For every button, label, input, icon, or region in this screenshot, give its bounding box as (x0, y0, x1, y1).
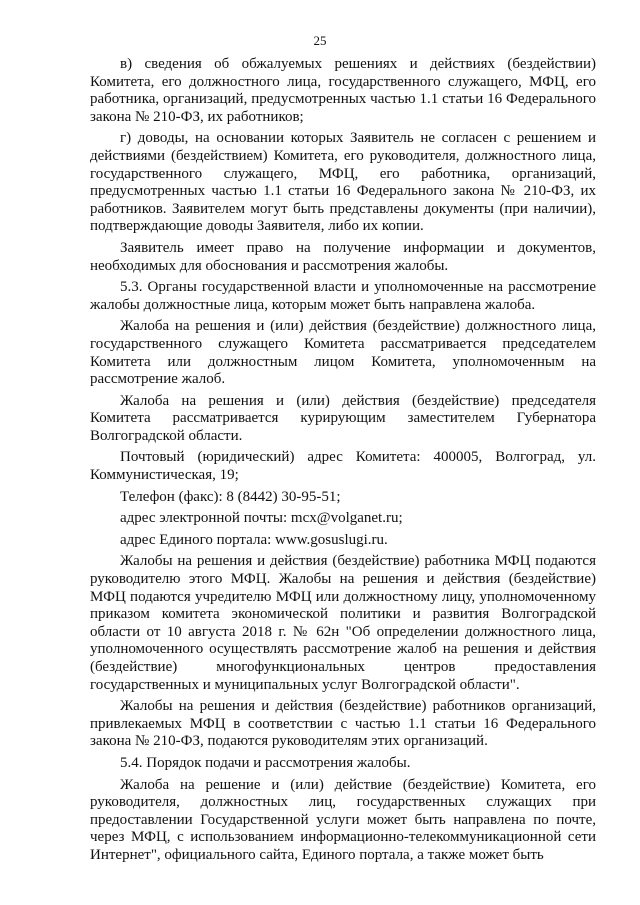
paragraph-committee-officials: Жалоба на решения и (или) действия (бездействие) должностного лица, государственного служащего Комитета рассматривается председателем Комитета или должностным лицом Комитета, уполномоченным на рассмотрение жалоб. (90, 318, 596, 388)
paragraph-complaint-arguments: г) доводы, на основании которых Заявитель не согласен с решением и действиями (бездействием) Комитета, его руководителя, должностного лица, государственного служащего, МФЦ, его работника, организаций, предусмотренных частью 1.1 статьи 16 Федерального закона № 210-ФЗ, их работников. Заявителем могут быть представлены документы (при наличии), подтверждающие доводы Заявителя, либо их копии. (90, 130, 596, 235)
section-heading-5-3: 5.3. Органы государственной власти и уполномоченные на рассмотрение жалобы должностные лица, которым может быть направлена жалоба. (90, 279, 596, 313)
document-body (90, 56, 596, 869)
paragraph-portal-address: адрес Единого портала: www.gosuslugi.ru. (120, 531, 388, 548)
paragraph-complaint-details: в) сведения об обжалуемых решениях и действиях (бездействии) Комитета, его должностного лица, государственного служащего, МФЦ, его работника, организаций, предусмотренных частью 1.1 статьи 16 Федерального закона № 210-ФЗ, их работников; (90, 56, 596, 125)
paragraph-committee-chairman: Жалоба на решения и (или) действия (бездействие) председателя Комитета рассматривается курирующим заместителем Губернатора Волгоградской области. (90, 392, 596, 444)
page-number: 25 (313, 33, 327, 48)
paragraph-postal-address: Почтовый (юридический) адрес Комитета: 400005, Волгоград, ул. Коммунистическая, 19; (90, 449, 596, 484)
paragraph-applicant-rights: Заявитель имеет право на получение информации и документов, необходимых для обоснования и рассмотрения жалобы. (90, 239, 596, 274)
paragraph-phone: Телефон (факс): 8 (8442) 30-95-51; (120, 488, 341, 505)
paragraph-email: адрес электронной почты: mcx@volganet.ru; (120, 510, 403, 527)
paragraph-organizations-complaints: Жалобы на решения и действия (бездействие) работников организаций, привлекаемых МФЦ в соответствии с частью 1.1 статьи 16 Федерального закона № 210-ФЗ, подаются руководителям этих организаций. (90, 698, 596, 750)
paragraph-mfc-complaints: Жалобы на решения и действия (бездействие) работника МФЦ подаются руководителю этого МФЦ. Жалобы на решения и действия (бездействие) МФЦ подаются учредителю МФЦ или должностному лицу, уполномоченному приказом комитета экономической политики и развития Волгоградской области от 10 августа 2018 г. № 62н "Об определении должностного лица, уполномоченного осуществлять рассмотрение жалоб на решения и действия (бездействие) многофункциональных центров предоставления государственных и муниципальных услуг Волгоградской области". (90, 553, 596, 693)
paragraph-submission-channels: Жалоба на решение и (или) действие (бездействие) Комитета, его руководителя, должностных лиц, государственных служащих при предоставлении Государственной услуги может быть направлена по почте, через МФЦ, с использованием информационно-телекоммуникационной сети Интернет", официального сайта, Единого портала, а также может быть (90, 776, 596, 863)
section-heading-5-4: 5.4. Порядок подачи и рассмотрения жалобы. (120, 754, 411, 771)
